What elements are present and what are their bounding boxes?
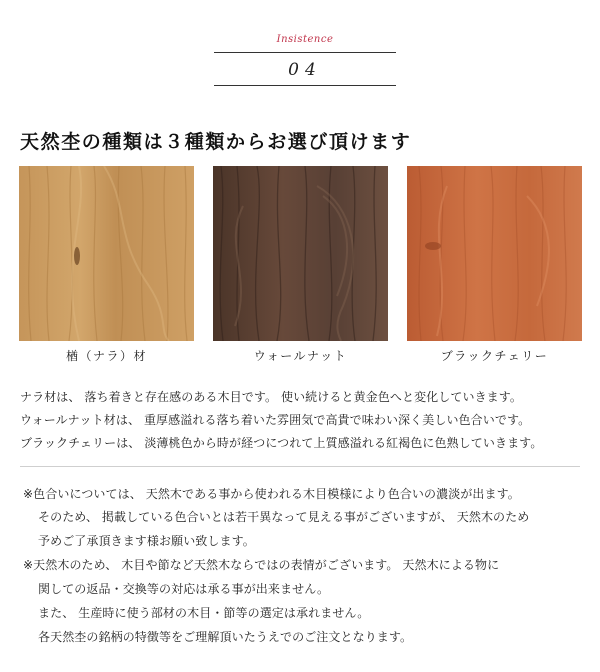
script-word: Insistence — [276, 34, 334, 45]
walnut-wood-swatch — [213, 166, 388, 341]
wood-label-black-cherry: ブラックチェリー — [440, 349, 549, 363]
wood-label-walnut: ウォールナット — [253, 349, 348, 363]
section-divider — [20, 466, 580, 467]
description-black-cherry: ブラックチェリーは、 淡薄桃色から時が経つにつれて上質感溢れる紅褐色に色熟していきます。 — [20, 436, 543, 450]
description-walnut: ウォールナット材は、 重厚感溢れる落ち着いた雰囲気で高貴で味わい深く美しい色合いです。 — [20, 413, 531, 427]
section-number: 04 — [288, 60, 322, 80]
section-header — [214, 28, 396, 88]
note-line: また、 生産時に使う部材の木目・節等の選定は承れません。 — [38, 606, 370, 620]
header-rule-top — [214, 52, 396, 53]
note-line: ※色合いについては、 天然木である事から使われる木目模様により色合いの濃淡が出ます。 — [23, 487, 520, 501]
oak-wood-swatch — [19, 166, 194, 341]
note-line: ※天然木のため、 木目や節など天然木ならではの表情がございます。 天然木による物に — [23, 558, 500, 572]
page-title: 天然杢の種類は３種類からお選び頂けます — [20, 131, 412, 153]
wood-label-oak: 楢（ナラ）材 — [65, 349, 147, 363]
description-oak: ナラ材は、 落ち着きと存在感のある木目です。 使い続けると黄金色へと変化していきます。 — [20, 390, 523, 404]
note-line: 関しての返品・交換等の対応は承る事が出来ません。 — [38, 582, 330, 596]
note-line: 各天然杢の銘柄の特徴等をご理解頂いたうえでのご注文となります。 — [38, 630, 413, 644]
header-rule-bottom — [214, 85, 396, 86]
note-line: 予めご了承頂きます様お願い致します。 — [38, 534, 255, 548]
note-line: そのため、 掲載している色合いとは若干異なって見える事がございますが、 天然木のため — [38, 510, 530, 524]
black-cherry-wood-swatch — [407, 166, 582, 341]
